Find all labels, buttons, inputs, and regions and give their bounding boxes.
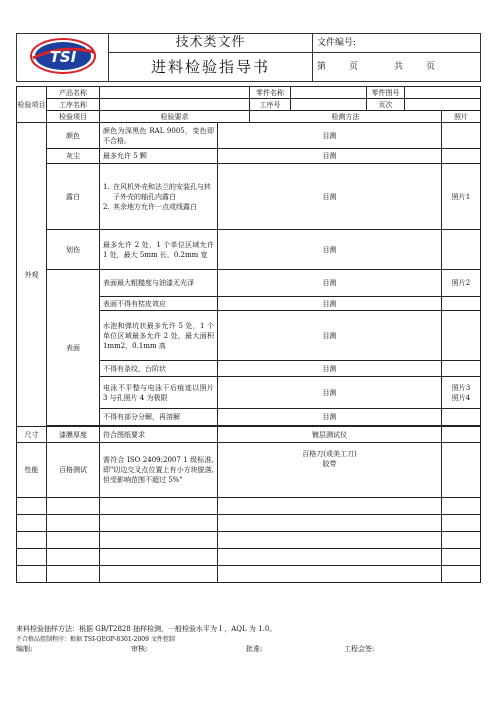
- section-appearance: 外观: [17, 123, 47, 427]
- blank-cell[interactable]: [100, 549, 218, 566]
- blank-cell[interactable]: [218, 515, 442, 532]
- item-crosscut: 百格测试: [47, 443, 100, 498]
- req-crosscut: 需符合 ISO 2409:2007 1 级标准,即"切边交叉点位置上有小方块脱落,但受影响范围不超过 5%": [100, 443, 218, 498]
- footer: [16, 624, 480, 655]
- logo-text: TSI: [49, 48, 76, 66]
- item-dust: 灰尘: [47, 149, 100, 164]
- blank-cell[interactable]: [17, 532, 47, 549]
- approved-by[interactable]: 批准:: [246, 645, 263, 653]
- method-scratch: 目测: [218, 230, 442, 270]
- page-label-4: 页: [426, 62, 436, 72]
- req-scratch: 最多允许 2 处，1 个单位区域允许 1 处，最大 5mm 长，0.2mm 宽: [100, 230, 218, 270]
- item-surface: 表面: [47, 270, 100, 426]
- photo-surface-4: [442, 361, 481, 377]
- blank-cell[interactable]: [100, 515, 218, 532]
- method-crosscut: [218, 443, 442, 498]
- blank-cell[interactable]: [17, 549, 47, 566]
- req-surface-5: 电泳不平整与电泳干后痕迹以照片 3 与孔照片 4 为极限: [100, 377, 218, 409]
- doc-number-label: 文件编号:: [313, 34, 481, 53]
- method-dust: 目测: [218, 149, 442, 164]
- method-surface-6: 目测: [218, 409, 442, 426]
- page-order-label: 页次: [367, 99, 405, 111]
- photo-surface-1: 照片2: [442, 270, 481, 297]
- req-dust: 最多允许 5 颗: [100, 149, 218, 164]
- blank-cell[interactable]: [47, 532, 100, 549]
- page-order-value[interactable]: [405, 99, 481, 111]
- req-surface-2: 表面不得有桔皮效应: [100, 297, 218, 311]
- doc-category-title: 技术类文件: [109, 34, 313, 53]
- photo-scratch: [442, 230, 481, 270]
- blank-cell[interactable]: [218, 566, 442, 583]
- doc-main-title: 进料检验指导书: [109, 53, 313, 82]
- photo-color: [442, 123, 481, 149]
- blank-cell[interactable]: [442, 515, 481, 532]
- document-header: [16, 33, 481, 82]
- col-header-item: 检验项目: [47, 111, 100, 123]
- photo-bare: 照片1: [442, 164, 481, 230]
- method-crosscut-1: 百格刀(或美工刀): [302, 450, 357, 458]
- col-header-photo: 照片: [442, 111, 481, 123]
- blank-cell[interactable]: [47, 498, 100, 515]
- req-bare-line-2: [103, 202, 214, 212]
- process-name-label: 工序名称: [47, 99, 100, 111]
- reviewed-by[interactable]: 审核:: [131, 645, 148, 653]
- blank-cell[interactable]: [218, 532, 442, 549]
- logo-cell: [17, 34, 109, 82]
- method-surface-2: 目测: [218, 297, 442, 311]
- req-bare-text-2: 其余地方允许一点或线露白: [113, 202, 197, 211]
- part-drawing-label: 零件图号: [367, 87, 405, 99]
- blank-cell[interactable]: [218, 549, 442, 566]
- blank-cell[interactable]: [442, 498, 481, 515]
- method-surface-3: 目测: [218, 311, 442, 361]
- page-label-2: 页: [349, 62, 359, 72]
- method-bare: 目测: [218, 164, 442, 230]
- req-bare: [100, 164, 218, 230]
- req-color: 颜色为深黑色 RAL 9005，变色即不合格。: [100, 123, 218, 149]
- blank-row: [17, 566, 481, 583]
- nonconforming-control: 不合格品控制程序：根据 TSI-QEOP-8301-2009 文件控制: [16, 636, 175, 643]
- req-thickness: 符合图纸要求: [100, 427, 218, 443]
- process-no-value[interactable]: [291, 99, 367, 111]
- blank-cell[interactable]: [47, 566, 100, 583]
- photo-thickness: [442, 427, 481, 443]
- req-surface-1: 表面最大粗糙度与油漆无光泽: [100, 270, 218, 297]
- blank-cell[interactable]: [442, 549, 481, 566]
- inspection-item-group-label: 检验项目: [17, 87, 47, 123]
- blank-cell[interactable]: [218, 498, 442, 515]
- item-bare: 露白: [47, 164, 100, 230]
- blank-cell[interactable]: [47, 549, 100, 566]
- blank-cell[interactable]: [100, 532, 218, 549]
- item-scratch: 划伤: [47, 230, 100, 270]
- photo-surface-6: [442, 409, 481, 426]
- blank-cell[interactable]: [100, 566, 218, 583]
- req-surface-6: 不得有部分分解，再溶解: [100, 409, 218, 426]
- tsi-logo: [28, 36, 98, 76]
- part-drawing-value[interactable]: [405, 87, 481, 99]
- photo-surface-5: [442, 377, 481, 409]
- blank-cell[interactable]: [47, 515, 100, 532]
- blank-cell[interactable]: [442, 566, 481, 583]
- method-crosscut-2: 胶带: [322, 460, 337, 468]
- signature-row: [16, 644, 480, 655]
- blank-cell[interactable]: [17, 498, 47, 515]
- col-header-method: 检测方法: [250, 111, 442, 123]
- inspection-table: [16, 86, 481, 583]
- part-name-label: 零件名称: [250, 87, 291, 99]
- compiled-by[interactable]: 编制:: [16, 645, 33, 653]
- photo-surface-5b: 照片4: [451, 393, 471, 402]
- req-bare-num-2: 2.: [103, 202, 110, 211]
- item-thickness: 漆膜厚度: [47, 427, 100, 443]
- page-count: [313, 53, 481, 82]
- method-surface-4: 目测: [218, 361, 442, 377]
- method-surface-1: 目测: [218, 270, 442, 297]
- blank-row: [17, 549, 481, 566]
- blank-row: [17, 515, 481, 532]
- product-name-value[interactable]: [100, 87, 250, 99]
- section-performance: 性能: [17, 443, 47, 498]
- photo-surface-2: [442, 297, 481, 311]
- part-name-value[interactable]: [291, 87, 367, 99]
- page-label-3: 共: [394, 62, 404, 72]
- req-bare-line-1: [103, 182, 214, 202]
- col-header-requirement: 检验要求: [100, 111, 250, 123]
- item-color: 颜色: [47, 123, 100, 149]
- photo-crosscut: [442, 443, 481, 498]
- req-surface-4: 不得有条纹，台阶状: [100, 361, 218, 377]
- page-label-1: 第: [317, 62, 327, 72]
- blank-row: [17, 532, 481, 549]
- photo-surface-5a: 照片3: [451, 383, 471, 392]
- blank-row: [17, 498, 481, 515]
- section-size: 尺寸: [17, 427, 47, 443]
- method-thickness: 镀层测试仪: [218, 427, 442, 443]
- sampling-method: 来料检验抽样方法：根据 GB/T2828 抽样检测，一般检验水平为 I ，AQL 为 1.0。: [16, 625, 277, 633]
- product-name-label: 产品名称: [47, 87, 100, 99]
- req-surface-3: 水泡和弹坑状最多允许 5 处，1 个单位区域最多允许 2 处，最大面积 1mm2，0.1mm 高: [100, 311, 218, 361]
- method-surface-5: 目测: [218, 377, 442, 409]
- process-name-value[interactable]: [100, 99, 250, 111]
- process-no-label: 工序号: [250, 99, 291, 111]
- blank-cell[interactable]: [442, 532, 481, 549]
- blank-cell[interactable]: [100, 498, 218, 515]
- blank-cell[interactable]: [17, 515, 47, 532]
- photo-surface-3: [442, 311, 481, 361]
- req-bare-num-1: 1.: [103, 182, 110, 191]
- req-bare-text-1: 在风机外壳和法兰的安装孔与转子外壳的轴孔内露白: [113, 182, 211, 201]
- photo-dust: [442, 149, 481, 164]
- method-color: 目测: [218, 123, 442, 149]
- blank-cell[interactable]: [17, 566, 47, 583]
- engineering-signoff[interactable]: 工程会签:: [344, 645, 375, 653]
